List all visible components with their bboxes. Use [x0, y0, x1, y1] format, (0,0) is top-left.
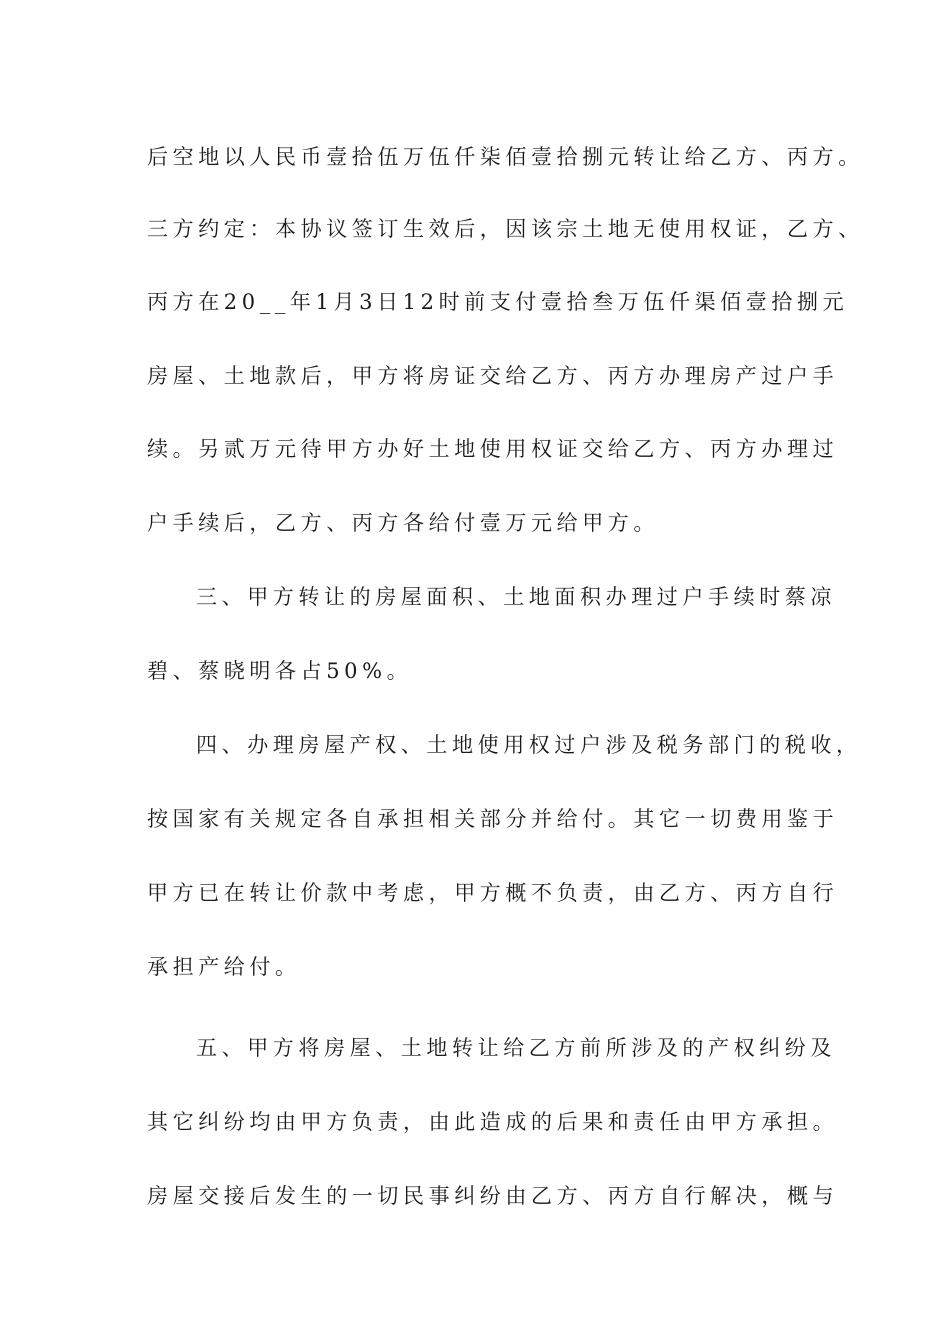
text-line: 丙方在20__年1月3日12时前支付壹拾叁万伍仟渠佰壹拾捌元: [147, 290, 849, 314]
text-line: 按国家有关规定各自承担相关部分并给付。其它一切费用鉴于: [147, 807, 839, 831]
text-line: 房屋交接后发生的一切民事纠纷由乙方、丙方自行解决，概与: [147, 1184, 839, 1208]
clause-four-heading-line: 四、办理房屋产权、土地使用权过户涉及税务部门的税收，: [196, 733, 862, 757]
text-line: 甲方已在转让价款中考虑，甲方概不负责，由乙方、丙方自行: [147, 881, 839, 905]
text-line: 碧、蔡晓明各占50%。: [147, 659, 413, 683]
text-line: 房屋、土地款后，甲方将房证交给乙方、丙方办理房产过户手: [147, 364, 839, 388]
clause-three-heading-line: 三、甲方转让的房屋面积、土地面积办理过户手续时蔡凉: [196, 585, 836, 609]
text-line: 续。另贰万元待甲方办好土地使用权证交给乙方、丙方办理过: [147, 437, 839, 461]
text-line: 三方约定：本协议签订生效后，因该宗土地无使用权证，乙方、: [147, 217, 864, 241]
text-line: 承担产给付。: [147, 955, 301, 979]
text-line: 其它纠纷均由甲方负责，由此造成的后果和责任由甲方承担。: [147, 1110, 839, 1134]
text-line: 后空地以人民币壹拾伍万伍仟柒佰壹拾捌元转让给乙方、丙方。: [147, 145, 864, 169]
text-line: 户手续后，乙方、丙方各给付壹万元给甲方。: [147, 511, 659, 535]
clause-five-heading-line: 五、甲方将房屋、土地转让给乙方前所涉及的产权纠纷及: [196, 1036, 836, 1060]
